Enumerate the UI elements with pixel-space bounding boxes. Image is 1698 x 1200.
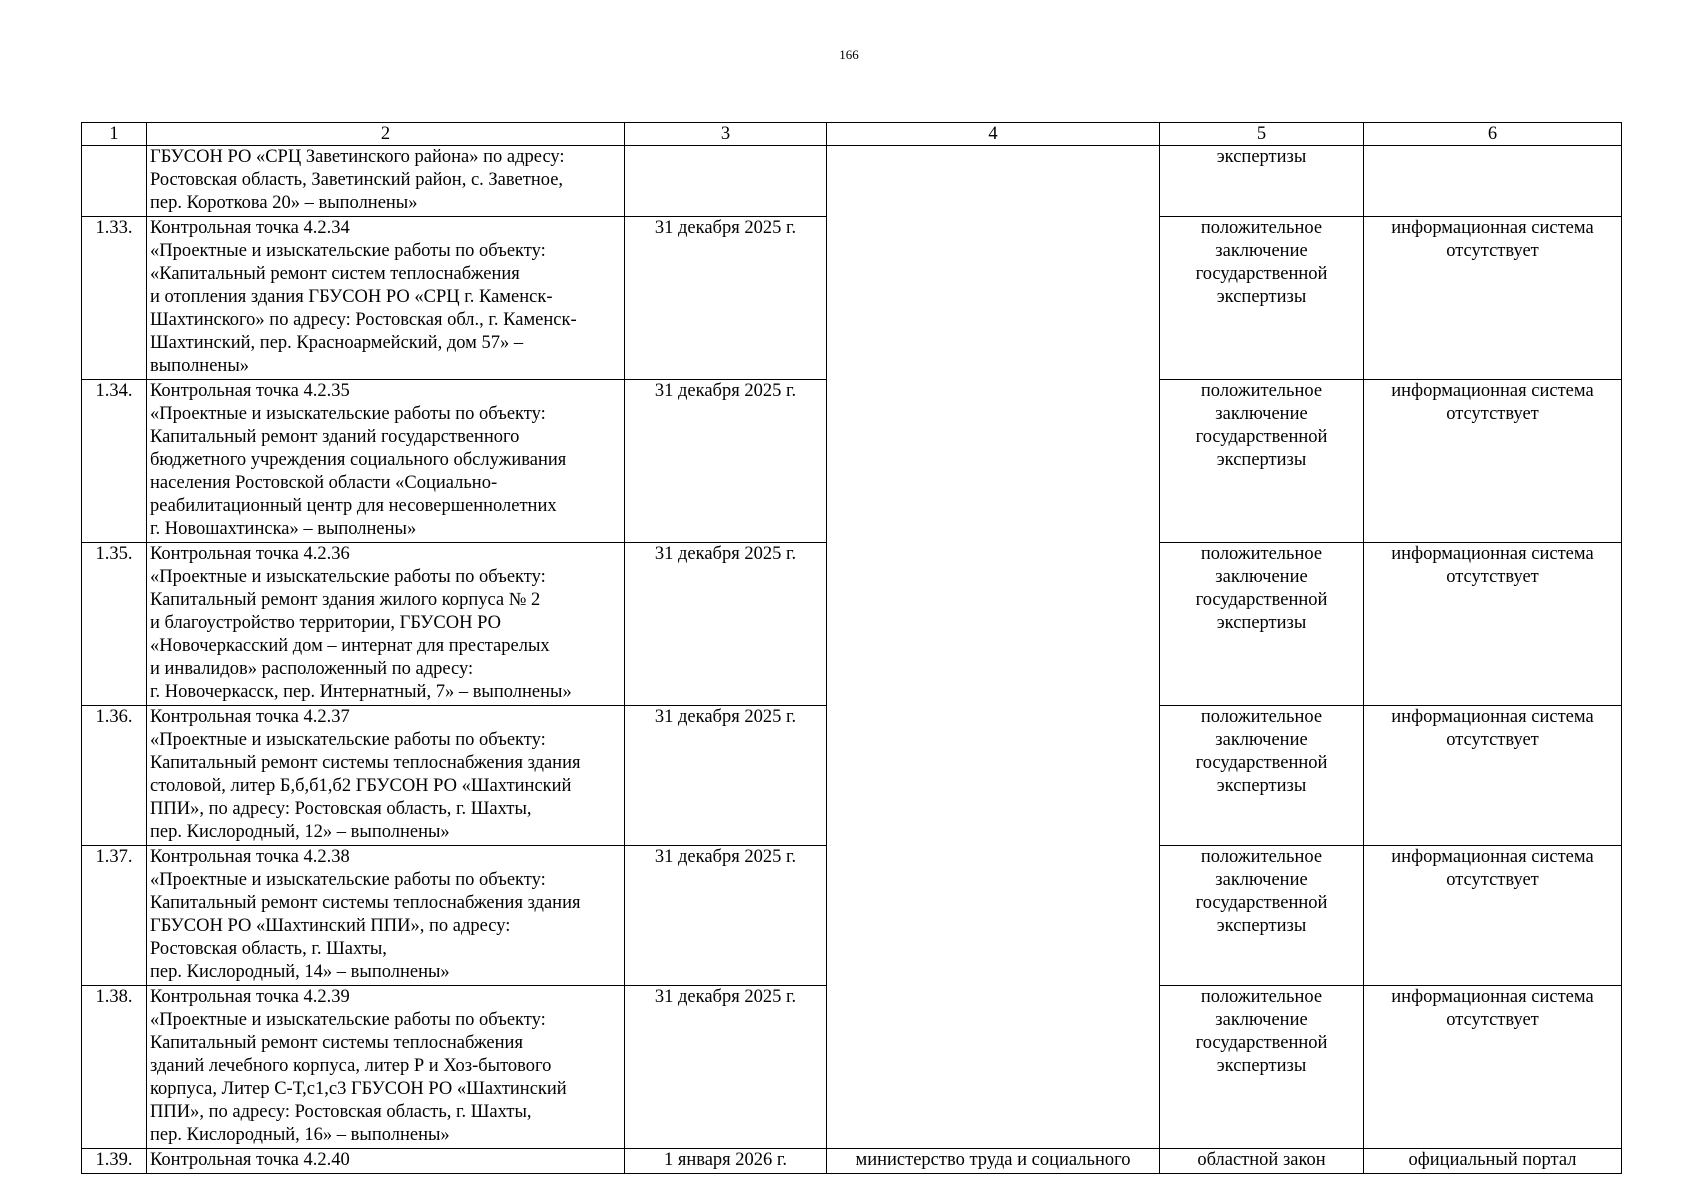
row-number: 1.38. bbox=[82, 986, 147, 1149]
row-number: 1.37. bbox=[82, 846, 147, 986]
information-system bbox=[1364, 380, 1622, 543]
control-point-description-line: Шахтинский, пер. Красноармейский, дом 57» – bbox=[150, 333, 524, 353]
row-number: 1.36. bbox=[82, 706, 147, 846]
result-document-line: положительное bbox=[1200, 987, 1323, 1007]
control-point-description bbox=[147, 146, 625, 217]
information-system-line: информационная система bbox=[1391, 987, 1594, 1007]
table-row bbox=[82, 1149, 1622, 1174]
control-point-description-line: Ростовская область, г. Шахты, bbox=[150, 939, 387, 959]
result-document-line: заключение bbox=[1215, 870, 1308, 890]
table-row bbox=[82, 146, 1622, 217]
header-col-1: 1 bbox=[82, 123, 147, 146]
control-point-description-line: Капитальный ремонт системы теплоснабжения bbox=[150, 1033, 523, 1053]
table-body bbox=[82, 146, 1622, 1174]
control-point-description-line: пер. Короткова 20» – выполнены» bbox=[150, 193, 418, 213]
deadline-date: 31 декабря 2025 г. bbox=[625, 380, 827, 543]
control-point-description-line: Контрольная точка 4.2.36 bbox=[150, 544, 350, 564]
result-document-line: экспертизы bbox=[1216, 916, 1307, 936]
result-document-line: государственной bbox=[1195, 893, 1328, 913]
control-point-description-line: Капитальный ремонт системы теплоснабжения здания bbox=[150, 893, 581, 913]
information-system bbox=[1364, 706, 1622, 846]
control-point-description bbox=[147, 380, 625, 543]
result-document-line: областной закон bbox=[1197, 1150, 1326, 1170]
control-point-description-line: ППИ», по адресу: Ростовская область, г. Шахты, bbox=[150, 1102, 532, 1122]
control-point-description-line: г. Новошахтинска» – выполнены» bbox=[150, 519, 417, 539]
result-document-line: заключение bbox=[1215, 1010, 1308, 1030]
control-point-description-line: реабилитационный центр для несовершеннолетних bbox=[150, 496, 557, 516]
deadline-date: 31 декабря 2025 г. bbox=[625, 543, 827, 706]
control-point-description bbox=[147, 1149, 625, 1174]
control-point-description bbox=[147, 846, 625, 986]
control-point-description-line: «Проектные и изыскательские работы по объекту: bbox=[150, 730, 546, 750]
result-document-line: экспертизы bbox=[1216, 776, 1307, 796]
control-point-description-line: Контрольная точка 4.2.38 bbox=[150, 847, 350, 867]
control-point-description-line: «Проектные и изыскательские работы по объекту: bbox=[150, 241, 546, 261]
control-point-description-line: и благоустройство территории, ГБУСОН РО bbox=[150, 613, 501, 633]
responsible-merged-cell bbox=[827, 146, 1160, 1149]
result-document bbox=[1160, 380, 1364, 543]
control-point-description-line: Шахтинского» по адресу: Ростовская обл., г. Каменск- bbox=[150, 310, 577, 330]
control-point-description-line: «Капитальный ремонт систем теплоснабжения bbox=[150, 264, 520, 284]
row-number bbox=[82, 146, 147, 217]
control-point-description-line: Капитальный ремонт системы теплоснабжения здания bbox=[150, 753, 581, 773]
result-document bbox=[1160, 986, 1364, 1149]
header-col-5: 5 bbox=[1160, 123, 1364, 146]
deadline-date: 31 декабря 2025 г. bbox=[625, 986, 827, 1149]
result-document-line: государственной bbox=[1195, 753, 1328, 773]
result-document bbox=[1160, 543, 1364, 706]
control-point-description-line: Контрольная точка 4.2.34 bbox=[150, 218, 350, 238]
control-point-description-line: населения Ростовской области «Социально- bbox=[150, 473, 498, 493]
information-system bbox=[1364, 1149, 1622, 1174]
result-document-line: заключение bbox=[1215, 730, 1308, 750]
control-point-description bbox=[147, 217, 625, 380]
control-point-description-line: пер. Кислородный, 12» – выполнены» bbox=[150, 822, 450, 842]
result-document-line: экспертизы bbox=[1216, 1056, 1307, 1076]
information-system bbox=[1364, 146, 1622, 217]
result-document-line: экспертизы bbox=[1216, 147, 1307, 167]
page-number: 166 bbox=[839, 47, 859, 62]
row-number: 1.39. bbox=[82, 1149, 147, 1174]
control-point-description-line: Контрольная точка 4.2.40 bbox=[150, 1150, 350, 1170]
deadline-date: 31 декабря 2025 г. bbox=[625, 706, 827, 846]
control-point-description-line: бюджетного учреждения социального обслуживания bbox=[150, 450, 567, 470]
result-document-line: государственной bbox=[1195, 264, 1328, 284]
result-document-line: государственной bbox=[1195, 1033, 1328, 1053]
control-point-description-line: Капитальный ремонт здания жилого корпуса № 2 bbox=[150, 590, 541, 610]
result-document bbox=[1160, 1149, 1364, 1174]
information-system-line: отсутствует bbox=[1446, 870, 1539, 890]
control-point-description-line: г. Новочеркасск, пер. Интернатный, 7» – выполнены» bbox=[150, 682, 572, 702]
control-points-table bbox=[81, 122, 1622, 1174]
result-document-line: положительное bbox=[1200, 707, 1323, 727]
information-system bbox=[1364, 846, 1622, 986]
result-document-line: заключение bbox=[1215, 404, 1308, 424]
result-document-line: экспертизы bbox=[1216, 450, 1307, 470]
information-system-line: информационная система bbox=[1391, 847, 1594, 867]
header-row bbox=[82, 123, 1622, 146]
result-document-line: заключение bbox=[1215, 241, 1308, 261]
result-document-line: положительное bbox=[1200, 381, 1323, 401]
control-point-description-line: «Проектные и изыскательские работы по объекту: bbox=[150, 870, 546, 890]
information-system-line: информационная система bbox=[1391, 544, 1594, 564]
control-point-description bbox=[147, 543, 625, 706]
control-point-description-line: Капитальный ремонт зданий государственного bbox=[150, 427, 520, 447]
result-document-line: государственной bbox=[1195, 590, 1328, 610]
result-document-line: заключение bbox=[1215, 567, 1308, 587]
control-point-description-line: и инвалидов» расположенный по адресу: bbox=[150, 659, 474, 679]
result-document-line: положительное bbox=[1200, 218, 1323, 238]
information-system bbox=[1364, 543, 1622, 706]
control-point-description-line: ГБУСОН РО «СРЦ Заветинского района» по адресу: bbox=[150, 147, 565, 167]
control-point-description bbox=[147, 986, 625, 1149]
header-col-4: 4 bbox=[827, 123, 1160, 146]
result-document bbox=[1160, 846, 1364, 986]
information-system-line: отсутствует bbox=[1446, 241, 1539, 261]
row-number: 1.35. bbox=[82, 543, 147, 706]
row-number: 1.34. bbox=[82, 380, 147, 543]
information-system-line: официальный портал bbox=[1408, 1150, 1577, 1170]
control-point-description-line: корпуса, Литер С-Т,с1,с3 ГБУСОН РО «Шахтинский bbox=[150, 1079, 567, 1099]
control-point-description-line: пер. Кислородный, 16» – выполнены» bbox=[150, 1125, 450, 1145]
information-system-line: отсутствует bbox=[1446, 1010, 1539, 1030]
control-point-description-line: «Новочеркасский дом – интернат для престарелых bbox=[150, 636, 550, 656]
header-col-2: 2 bbox=[147, 123, 625, 146]
control-point-description-line: Ростовская область, Заветинский район, с. Заветное, bbox=[150, 170, 564, 190]
control-point-description-line: Контрольная точка 4.2.37 bbox=[150, 707, 350, 727]
result-document-line: экспертизы bbox=[1216, 613, 1307, 633]
control-point-description-line: выполнены» bbox=[150, 356, 249, 376]
header-col-6: 6 bbox=[1364, 123, 1622, 146]
control-point-description-line: и отопления здания ГБУСОН РО «СРЦ г. Каменск- bbox=[150, 287, 553, 307]
information-system-line: отсутствует bbox=[1446, 567, 1539, 587]
control-point-description bbox=[147, 706, 625, 846]
table-header bbox=[82, 123, 1622, 146]
result-document-line: положительное bbox=[1200, 847, 1323, 867]
deadline-date: 1 января 2026 г. bbox=[625, 1149, 827, 1174]
information-system-line: информационная система bbox=[1391, 218, 1594, 238]
control-point-description-line: пер. Кислородный, 14» – выполнены» bbox=[150, 962, 450, 982]
deadline-date: 31 декабря 2025 г. bbox=[625, 217, 827, 380]
control-point-description-line: столовой, литер Б,б,б1,б2 ГБУСОН РО «Шахтинский bbox=[150, 776, 572, 796]
result-document bbox=[1160, 217, 1364, 380]
result-document-line: положительное bbox=[1200, 544, 1323, 564]
control-point-description-line: Контрольная точка 4.2.35 bbox=[150, 381, 350, 401]
control-point-description-line: «Проектные и изыскательские работы по объекту: bbox=[150, 404, 546, 424]
result-document-line: экспертизы bbox=[1216, 287, 1307, 307]
control-point-description-line: Контрольная точка 4.2.39 bbox=[150, 987, 350, 1007]
row-number: 1.33. bbox=[82, 217, 147, 380]
result-document bbox=[1160, 706, 1364, 846]
information-system bbox=[1364, 986, 1622, 1149]
result-document-line: государственной bbox=[1195, 427, 1328, 447]
information-system-line: информационная система bbox=[1391, 707, 1594, 727]
responsible-executor: министерство труда и социального bbox=[827, 1149, 1160, 1174]
deadline-date bbox=[625, 146, 827, 217]
result-document bbox=[1160, 146, 1364, 217]
control-point-description-line: зданий лечебного корпуса, литер Р и Хоз-бытового bbox=[150, 1056, 552, 1076]
information-system-line: информационная система bbox=[1391, 381, 1594, 401]
information-system bbox=[1364, 217, 1622, 380]
control-point-description-line: ППИ», по адресу: Ростовская область, г. Шахты, bbox=[150, 799, 532, 819]
control-point-description-line: «Проектные и изыскательские работы по объекту: bbox=[150, 1010, 546, 1030]
control-point-description-line: ГБУСОН РО «Шахтинский ППИ», по адресу: bbox=[150, 916, 511, 936]
control-point-description-line: «Проектные и изыскательские работы по объекту: bbox=[150, 567, 546, 587]
information-system-line: отсутствует bbox=[1446, 404, 1539, 424]
header-col-3: 3 bbox=[625, 123, 827, 146]
deadline-date: 31 декабря 2025 г. bbox=[625, 846, 827, 986]
information-system-line: отсутствует bbox=[1446, 730, 1539, 750]
